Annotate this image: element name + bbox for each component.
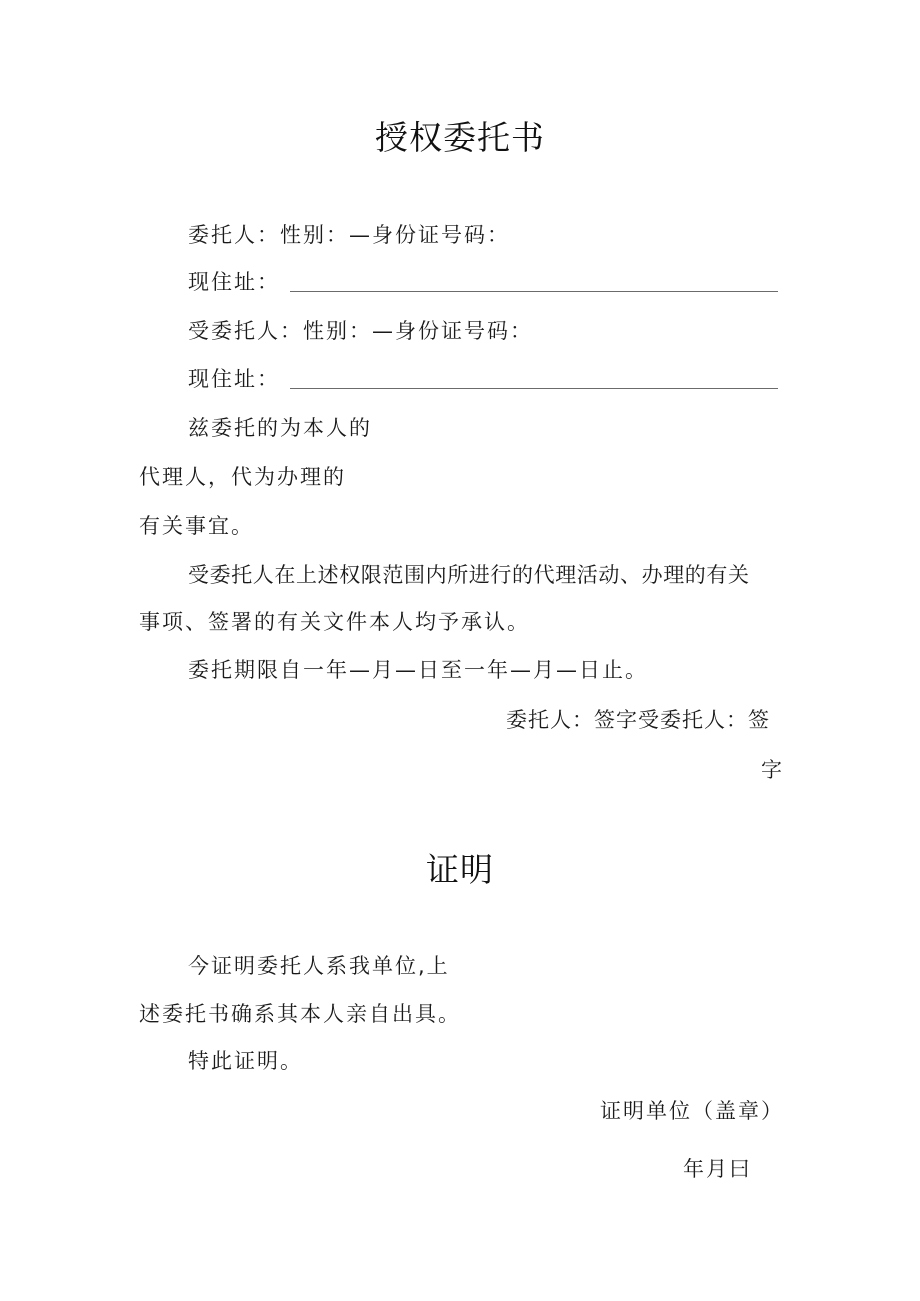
agent-info-line: 受委托人：性别：—身份证号码： (188, 319, 533, 343)
signature-line: 委托人：签字受委托人：签 (506, 708, 770, 732)
entrust-paragraph-line1: 兹委托的为本人的 (188, 416, 372, 440)
certificate-line1: 今证明委托人系我单位,上 (188, 954, 450, 978)
term-line: 委托期限自一年—月—日至一年—月—日止。 (188, 658, 648, 682)
principal-address-label: 现住址： (188, 270, 280, 294)
agent-address-blank (290, 388, 778, 389)
agent-address-label: 现住址： (188, 367, 280, 391)
certificate-title: 证明 (426, 850, 494, 889)
certificate-line2: 述委托书确系其本人亲自出具。 (139, 1002, 461, 1026)
scope-paragraph-line1: 受委托人在上述权限范围内所进行的代理活动、办理的有关 (188, 563, 750, 587)
certificate-line3: 特此证明。 (188, 1049, 303, 1073)
principal-info-line: 委托人：性别：—身份证号码： (188, 223, 510, 247)
entrust-paragraph-line2: 代理人，代为办理的 (139, 465, 346, 489)
authorization-title: 授权委托书 (375, 118, 545, 157)
scope-paragraph-line2: 事项、签署的有关文件本人均予承认。 (139, 610, 530, 634)
entrust-paragraph-line3: 有关事宜。 (139, 514, 254, 538)
signature-line-continued: 字 (761, 758, 784, 782)
principal-address-blank (290, 291, 778, 292)
certificate-date: 年月曰 (683, 1157, 752, 1181)
certificate-issuer: 证明单位（盖章） (600, 1099, 784, 1123)
